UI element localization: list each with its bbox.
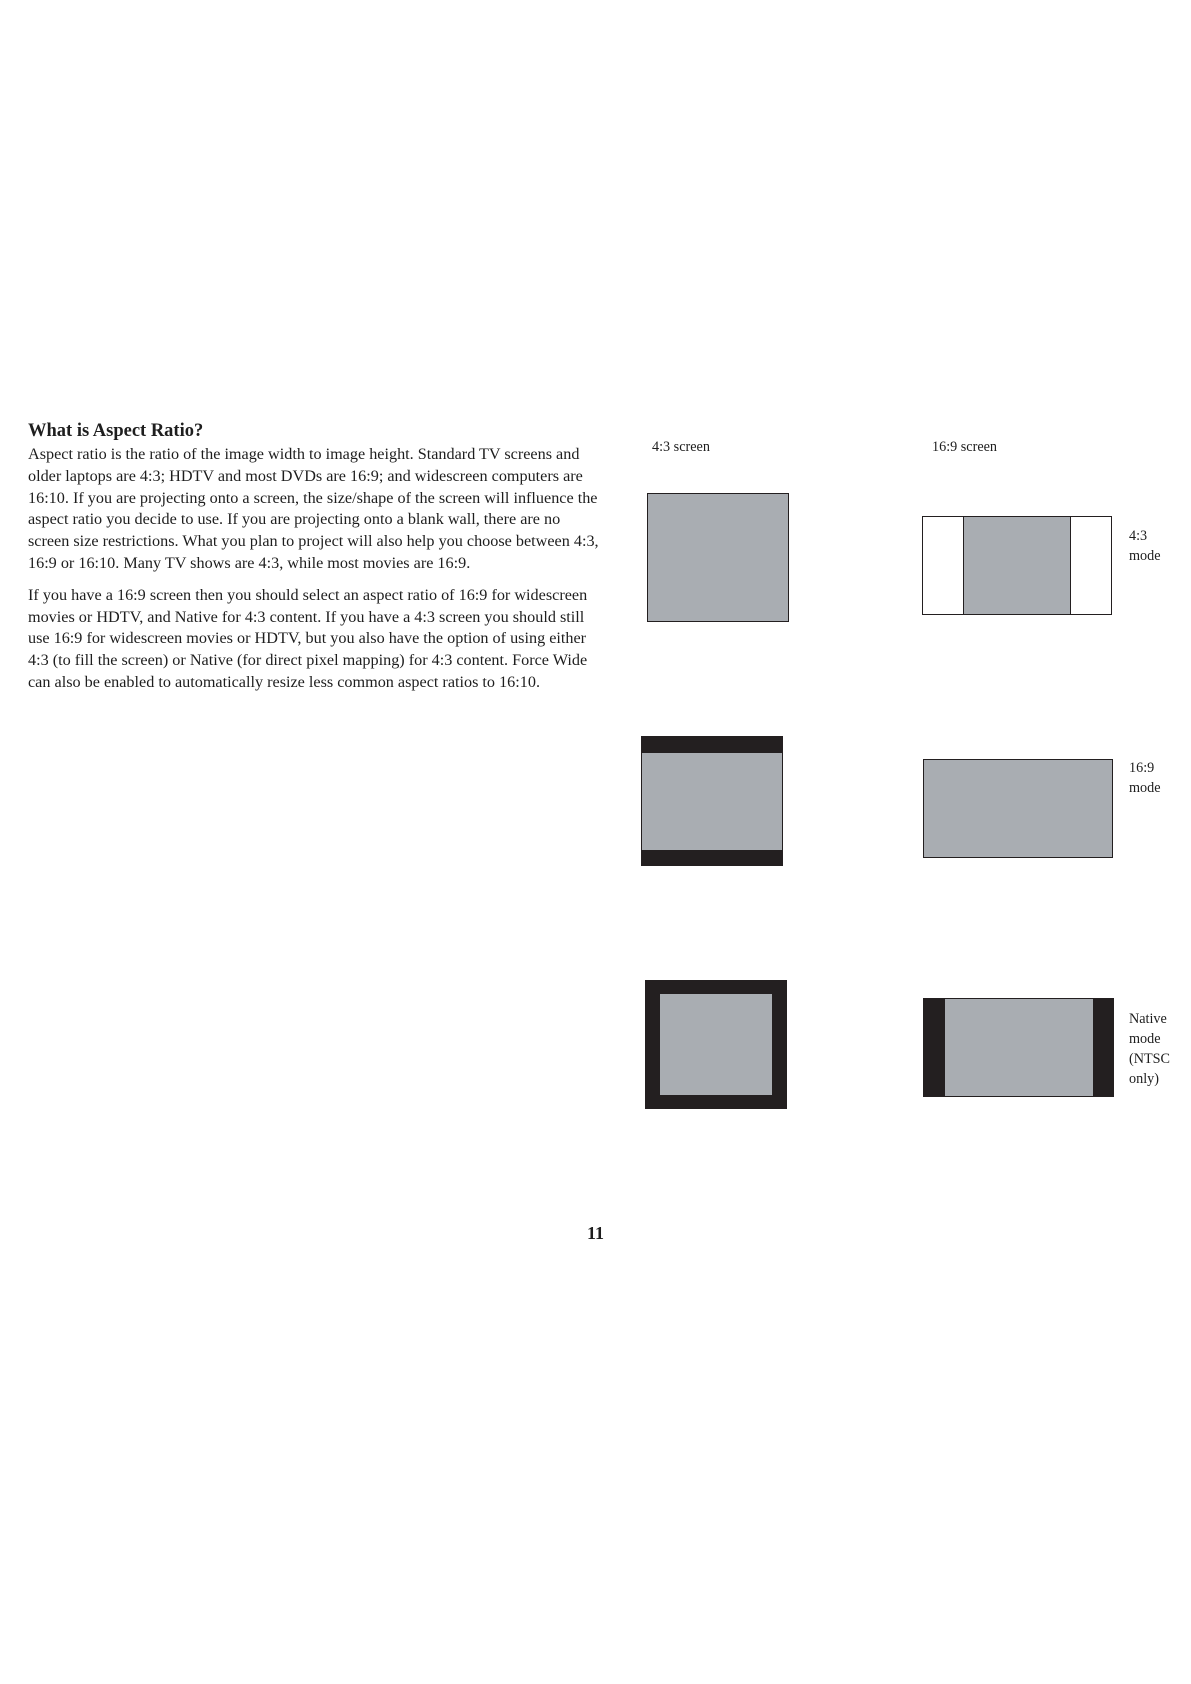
column-label-16-9-screen: 16:9 screen	[932, 439, 998, 455]
row-label-native-mode-line3: (NTSC	[1129, 1051, 1170, 1067]
row-label-4-3-mode	[1129, 526, 1189, 566]
paragraph-aspect-ratio-intro: Aspect ratio is the ratio of the image width to image height. Standard TV screens and older laptops are 4:3; HDTV and most DVDs are 16:9; and widescreen computers are 16:10. If you are projecting onto a screen, the size/shape of the screen will influence the aspect ratio you decide to use. If you are projecting onto a blank wall, there are no screen size restrictions. What you plan to project will also help you choose between 4:3, 16:9 or 16:10. Many TV shows are 4:3, while most movies are 16:9.	[28, 445, 599, 572]
diagram-4-3-screen-4-3-mode	[647, 493, 789, 622]
diagram-4-3-screen-native-mode	[645, 980, 787, 1109]
row-label-native-mode	[1129, 1009, 1189, 1089]
column-label-4-3-screen: 4:3 screen	[652, 439, 710, 455]
diagram-16-9-screen-4-3-mode	[922, 516, 1112, 615]
diagram-16-9-screen-16-9-mode	[923, 759, 1113, 858]
diagram-4-3-screen-16-9-mode	[641, 736, 783, 866]
diagram-windowbox-image	[660, 994, 772, 1095]
row-label-16-9-mode-line1: 16:9	[1129, 760, 1155, 776]
text-column	[28, 420, 603, 704]
row-label-4-3-mode-line1: 4:3	[1129, 528, 1148, 544]
row-label-native-mode-line1: Native	[1129, 1011, 1167, 1027]
row-label-16-9-mode-line2: mode	[1129, 780, 1161, 796]
row-label-16-9-mode	[1129, 758, 1189, 798]
row-label-native-mode-line2: mode	[1129, 1031, 1161, 1047]
diagram-16-9-screen-native-mode	[923, 998, 1114, 1097]
row-label-native-mode-line4: only)	[1129, 1071, 1159, 1087]
diagram-native-image	[945, 999, 1093, 1096]
paragraph-aspect-ratio-recommendation: If you have a 16:9 screen then you should select an aspect ratio of 16:9 for widescreen movies or HDTV, and Native for 4:3 content. If you have a 4:3 screen you should still use 16:9 for widescreen movies or HDTV, but you also have the option of using either 4:3 (to fill the screen) or Native (for direct pixel mapping) for 4:3 content. Force Wide can also be enabled to automatically resize less common aspect ratios to 16:10.	[28, 585, 588, 691]
section-heading: What is Aspect Ratio?	[28, 421, 204, 441]
row-label-4-3-mode-line2: mode	[1129, 548, 1161, 564]
page-number: 11	[586, 1223, 604, 1243]
diagram-letterbox-image	[642, 753, 782, 850]
diagram-pillarbox-image	[963, 516, 1071, 615]
